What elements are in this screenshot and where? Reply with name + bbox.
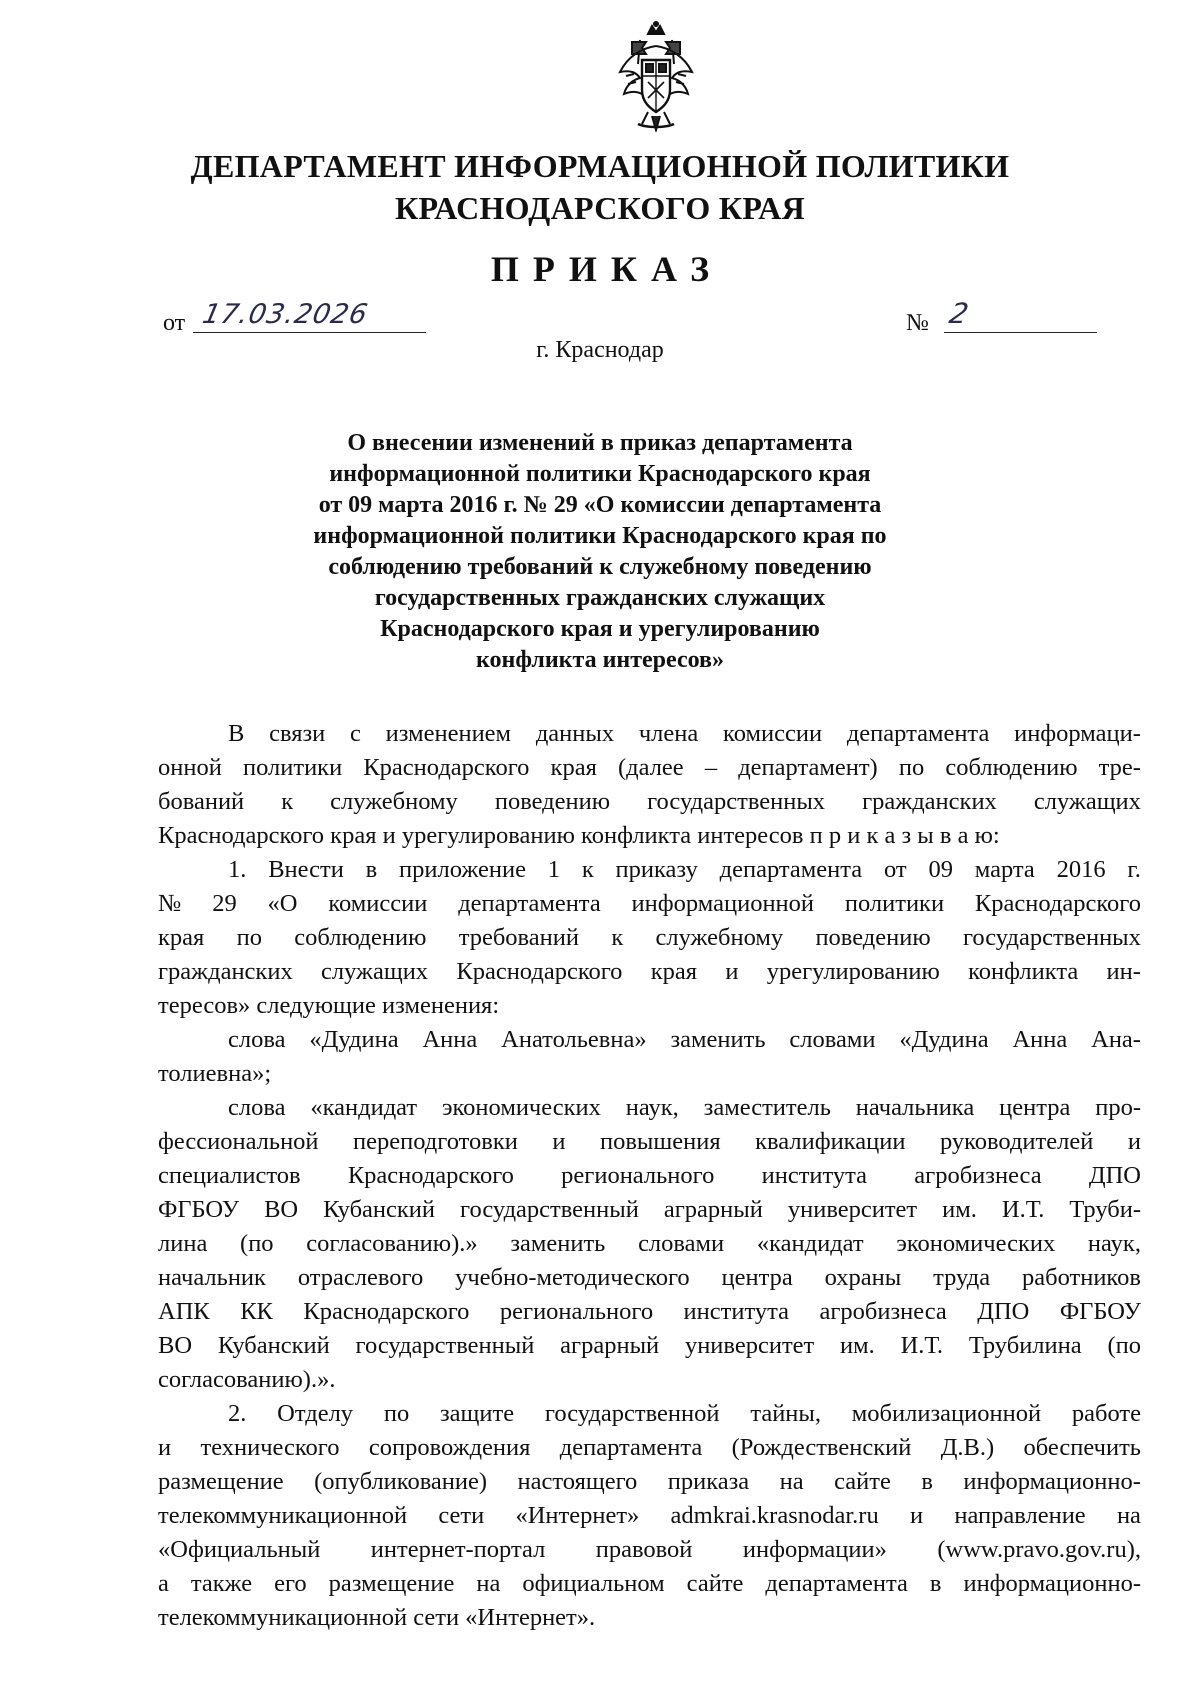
body-word: государственных — [647, 788, 826, 815]
body-line — [158, 887, 1141, 921]
body-word: департамент) — [738, 754, 878, 781]
body-word: аграрный — [560, 1332, 660, 1359]
body-line — [158, 1397, 1141, 1431]
body-word: руководителей — [939, 1128, 1094, 1155]
body-line-text: согласованию).». — [158, 1366, 336, 1393]
body-word: заменить — [510, 1230, 606, 1257]
body-word: Кубанский — [217, 1332, 330, 1359]
body-line — [158, 1091, 1141, 1125]
body-word: поведению — [815, 924, 931, 951]
body-word: 1. — [228, 856, 247, 883]
body-word: по — [236, 924, 262, 951]
handwritten-number: 2 — [946, 297, 972, 330]
body-word: государственных — [962, 924, 1141, 951]
date-label: от — [163, 310, 186, 336]
body-word: Краснодарского — [456, 958, 623, 985]
body-word: учебно-методического — [455, 1264, 690, 1291]
body-word: департамента — [719, 856, 863, 883]
number-field — [944, 296, 1097, 333]
title-line: информационной политики Краснодарского края — [329, 461, 871, 487]
body-word: официальном — [522, 1570, 665, 1597]
body-word: связи — [269, 720, 326, 747]
body-word: центра — [721, 1264, 793, 1291]
body-word: № — [158, 890, 182, 917]
body-word: размещение — [328, 1570, 455, 1597]
body-word: г. — [1127, 856, 1141, 883]
department-name-line2: КРАСНОДАРСКОГО КРАЯ — [395, 190, 805, 226]
body-word: в — [921, 1468, 933, 1495]
body-word: приказа — [667, 1468, 750, 1495]
body-line — [158, 853, 1141, 887]
body-word: размещение — [158, 1468, 284, 1495]
body-word: на — [1116, 1502, 1141, 1529]
body-word: «Дудина — [899, 1026, 989, 1053]
body-word: 2016 — [1056, 856, 1106, 883]
body-line — [158, 1193, 1141, 1227]
body-word: и — [909, 1502, 924, 1529]
body-word: гражданских — [158, 958, 293, 985]
body-word: «Официальный — [158, 1536, 321, 1563]
body-word: его — [274, 1570, 307, 1597]
body-word: – — [704, 754, 718, 781]
body-word: приложение — [399, 856, 526, 883]
body-line — [158, 989, 1141, 1023]
body-word: (по — [240, 1230, 274, 1257]
body-word: квалификации — [755, 1128, 906, 1155]
body-word: Краснодарского — [303, 1298, 470, 1325]
body-word: служащих — [321, 958, 429, 985]
body-word: сайте — [686, 1570, 744, 1597]
body-line — [158, 955, 1141, 989]
body-word: информаци- — [1014, 720, 1141, 747]
body-word: admkrai.krasnodar.ru — [670, 1502, 879, 1529]
body-line — [158, 1295, 1141, 1329]
body-word: а — [158, 1570, 169, 1597]
body-word: им. — [942, 1196, 977, 1223]
body-line — [158, 1601, 1141, 1635]
body-word: департамента — [765, 1570, 908, 1597]
body-word: заменить — [670, 1026, 766, 1053]
body-word: ФГБОУ — [158, 1196, 240, 1223]
body-line — [158, 1363, 1141, 1397]
body-word: повышения — [600, 1128, 721, 1155]
body-line — [158, 1329, 1141, 1363]
title-line: информационной политики Краснодарского края по — [313, 523, 887, 549]
body-word: Краснодарского — [363, 754, 530, 781]
body-word: с — [350, 720, 361, 747]
body-word: лина — [158, 1230, 208, 1257]
body-word: «кандидат — [756, 1230, 864, 1257]
city-label: г. Краснодар — [536, 337, 664, 363]
body-word: переподготовки — [353, 1128, 518, 1155]
order-body — [158, 717, 1141, 1635]
body-word: конфликта — [968, 958, 1079, 985]
body-word: служебному — [330, 788, 458, 815]
body-word: Внести — [268, 856, 344, 883]
body-word: тре- — [1098, 754, 1141, 781]
body-word: сайте — [834, 1468, 891, 1495]
body-word: согласованию).» — [306, 1230, 478, 1257]
body-word: Отделу — [277, 1400, 354, 1427]
body-word: экономических — [442, 1094, 601, 1121]
body-word: (www.pravo.gov.ru), — [937, 1536, 1141, 1563]
body-word: департамента — [559, 1434, 703, 1461]
body-line — [158, 1159, 1141, 1193]
body-word: «Дудина — [309, 1026, 399, 1053]
body-word: к — [281, 788, 294, 815]
body-word: (далее — [617, 754, 684, 781]
body-word: сопровождения — [368, 1434, 531, 1461]
body-word: И.Т. — [900, 1332, 944, 1359]
body-word: служащих — [1033, 788, 1141, 815]
body-word: и — [552, 1128, 566, 1155]
body-word: департамента — [846, 720, 990, 747]
body-word: марта — [974, 856, 1035, 883]
body-word: Краснодарского — [347, 1162, 514, 1189]
body-word: по — [383, 1400, 410, 1427]
body-word: соблюдению — [294, 924, 427, 951]
body-line — [158, 1533, 1141, 1567]
body-word: бований — [158, 788, 245, 815]
body-word: приказу — [615, 856, 698, 883]
body-line — [158, 819, 1141, 853]
body-word: специалистов — [158, 1162, 301, 1189]
body-word: работе — [1071, 1400, 1141, 1427]
body-word: также — [190, 1570, 253, 1597]
body-word: информации» — [742, 1536, 887, 1563]
body-word: и — [158, 1434, 172, 1461]
body-word: соблюдению — [945, 754, 1078, 781]
body-word: данных — [535, 720, 615, 747]
body-word: В — [228, 720, 245, 747]
body-word: к — [611, 924, 624, 951]
body-word: агробизнеса — [914, 1162, 1042, 1189]
body-word: фессиональной — [158, 1128, 319, 1155]
body-word: департамента — [458, 890, 601, 917]
body-word: в — [929, 1570, 942, 1597]
body-word: отраслевого — [297, 1264, 424, 1291]
body-word: поведению — [494, 788, 611, 815]
body-line — [158, 921, 1141, 955]
body-word: Труби- — [1069, 1196, 1141, 1223]
body-word: на — [476, 1570, 501, 1597]
body-word: университет — [684, 1332, 815, 1359]
body-word: информационно- — [963, 1570, 1141, 1597]
body-word: Анна — [1012, 1026, 1068, 1053]
title-line: от 09 марта 2016 г. № 29 «О комиссии департамента — [318, 492, 882, 518]
body-word: наук, — [1087, 1230, 1141, 1257]
body-word: комиссии — [328, 890, 428, 917]
body-word: государственный — [355, 1332, 535, 1359]
body-line — [158, 1431, 1141, 1465]
body-word: Анатольевна» — [501, 1026, 647, 1053]
body-word: тайны, — [750, 1400, 822, 1427]
title-line: Краснодарского края и урегулированию — [380, 616, 820, 642]
body-word: «О — [267, 890, 298, 917]
body-word: урегулированию — [766, 958, 940, 985]
body-word: интернет-портал — [370, 1536, 546, 1563]
body-word: политики — [844, 890, 945, 917]
body-line-text: Краснодарского края и урегулированию конфликта интересов п р и к а з ы в а ю: — [158, 822, 1000, 849]
body-word: ДПО — [1088, 1162, 1141, 1189]
body-word: Ана- — [1091, 1026, 1141, 1053]
body-word: политики — [242, 754, 343, 781]
body-word: и — [1127, 1128, 1141, 1155]
body-word: технического — [200, 1434, 340, 1461]
body-word: комиссии — [723, 720, 823, 747]
body-word: информационной — [631, 890, 815, 917]
body-word: края — [158, 924, 205, 951]
body-word: про- — [1095, 1094, 1141, 1121]
body-word: охраны — [824, 1264, 902, 1291]
body-line — [158, 1057, 1141, 1091]
body-word: и — [725, 958, 739, 985]
body-word: Кубанский — [323, 1196, 436, 1223]
body-word: в — [365, 856, 378, 883]
body-word: служебному — [655, 924, 784, 951]
body-word: словами — [789, 1026, 876, 1053]
document-type-heading: ПРИКАЗ — [490, 249, 724, 289]
number-label: № — [906, 310, 929, 336]
body-word: требований — [458, 924, 580, 951]
body-word: ин- — [1106, 958, 1141, 985]
body-line — [158, 751, 1141, 785]
body-line — [158, 1465, 1141, 1499]
body-word: ВО — [158, 1332, 193, 1359]
body-word: направление — [954, 1502, 1086, 1529]
body-word: центра — [999, 1094, 1071, 1121]
body-word: сети — [438, 1502, 485, 1529]
body-word: Трубилина — [968, 1332, 1082, 1359]
date-field — [193, 296, 426, 333]
body-word: (по — [1107, 1332, 1141, 1359]
body-word: словами — [638, 1230, 725, 1257]
body-word: края — [550, 754, 597, 781]
body-word: аграрный — [663, 1196, 763, 1223]
body-word: настоящего — [517, 1468, 638, 1495]
body-word: слова — [228, 1094, 286, 1121]
body-word: от — [883, 856, 907, 883]
body-word: начальник — [158, 1264, 266, 1291]
body-word: работников — [1021, 1264, 1141, 1291]
coat-of-arms-icon — [612, 20, 700, 132]
body-line — [158, 785, 1141, 819]
title-line: О внесении изменений в приказ департамента — [347, 430, 853, 456]
body-word: ДПО — [977, 1298, 1030, 1325]
body-word: к — [581, 856, 594, 883]
body-line — [158, 1261, 1141, 1295]
body-line — [158, 1567, 1141, 1601]
body-word: на — [779, 1468, 804, 1495]
body-word: наук, — [625, 1094, 679, 1121]
body-word: начальника — [855, 1094, 975, 1121]
body-line — [158, 1125, 1141, 1159]
department-name-line1: ДЕПАРТАМЕНТ ИНФОРМАЦИОННОЙ ПОЛИТИКИ — [190, 148, 1010, 184]
body-line — [158, 1023, 1141, 1057]
body-word: им. — [840, 1332, 875, 1359]
body-word: государственный — [460, 1196, 639, 1223]
body-word: по — [898, 754, 925, 781]
body-word: регионального — [561, 1162, 715, 1189]
body-word: регионального — [499, 1298, 654, 1325]
body-line — [158, 717, 1141, 751]
body-line — [158, 1227, 1141, 1261]
body-word: «кандидат — [310, 1094, 418, 1121]
body-word: 09 — [928, 856, 953, 883]
body-word: ВО — [264, 1196, 299, 1223]
body-word: мобилизационной — [851, 1400, 1042, 1427]
body-word: гражданских — [862, 788, 997, 815]
body-word: 2. — [228, 1400, 247, 1427]
body-word: слова — [228, 1026, 286, 1053]
body-word: информационно- — [963, 1468, 1141, 1495]
body-word: Д.В.) — [940, 1434, 995, 1461]
body-word: агробизнеса — [819, 1298, 947, 1325]
body-word: института — [683, 1298, 789, 1325]
body-word: КК — [240, 1298, 273, 1325]
body-word: (опубликование) — [314, 1468, 488, 1495]
title-line: государственных гражданских служащих — [374, 585, 826, 611]
order-title — [260, 428, 940, 676]
body-word: Краснодарского — [974, 890, 1141, 917]
body-word: члена — [638, 720, 699, 747]
body-word: защите — [440, 1400, 515, 1427]
body-word: онной — [158, 754, 222, 781]
body-word: ФГБОУ — [1059, 1298, 1141, 1325]
body-word: АПК — [158, 1298, 210, 1325]
body-word: государственной — [544, 1400, 720, 1427]
body-word: изменением — [385, 720, 512, 747]
handwritten-date: 17.03.2026 — [199, 299, 371, 330]
body-word: труда — [933, 1264, 991, 1291]
body-word: 29 — [212, 890, 237, 917]
body-word: И.Т. — [1001, 1196, 1045, 1223]
body-word: Анна — [422, 1026, 478, 1053]
title-line: конфликта интересов» — [476, 647, 724, 673]
body-word: (Рождественский — [731, 1434, 912, 1461]
body-word: института — [761, 1162, 868, 1189]
body-word: заместитель — [703, 1094, 831, 1121]
body-word: университет — [787, 1196, 918, 1223]
body-word: правовой — [595, 1536, 693, 1563]
body-word: телекоммуникационной — [158, 1502, 408, 1529]
body-line-text: тересов» следующие изменения: — [158, 992, 500, 1019]
body-word: края — [650, 958, 698, 985]
body-word: «Интернет» — [515, 1502, 640, 1529]
body-line — [158, 1499, 1141, 1533]
body-word: экономических — [896, 1230, 1056, 1257]
body-line-text: толиевна»; — [158, 1060, 272, 1087]
title-line: соблюдению требований к служебному поведению — [328, 554, 872, 580]
body-line-text: телекоммуникационной сети «Интернет». — [158, 1604, 596, 1631]
body-word: обеспечить — [1023, 1434, 1141, 1461]
body-word: 1 — [547, 856, 561, 883]
